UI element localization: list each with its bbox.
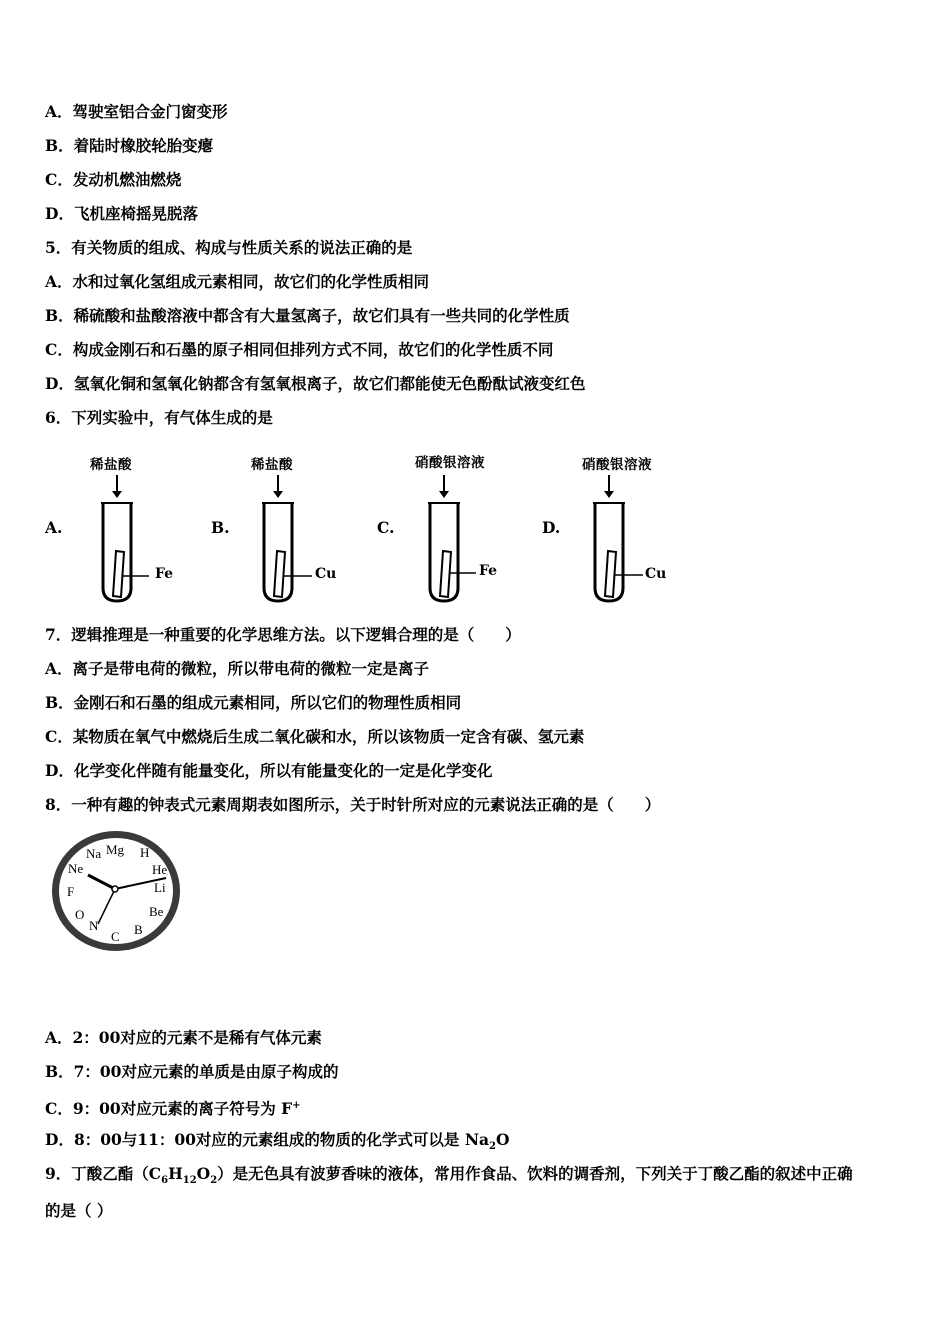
clock-label-10: Ne — [68, 861, 84, 876]
metal-label: Fe — [155, 566, 174, 582]
q9-stem-part1: 9．丁酸乙酯（C — [45, 1164, 162, 1183]
q4-option-d: D．飞机座椅摇晃脱落 — [45, 204, 198, 223]
clock-label-2: He — [152, 862, 168, 877]
q7-option-a: A．离子是带电荷的微粒，所以带电荷的微粒一定是离子 — [45, 659, 430, 678]
metal-label: Cu — [315, 566, 337, 582]
q4-option-b: B．着陆时橡胶轮胎变瘪 — [45, 136, 214, 155]
q8-option-b: B．7：00对应元素的单质是由原子构成的 — [45, 1062, 339, 1081]
clock-label-12: Mg — [106, 842, 125, 857]
clock-label-9: F — [67, 884, 75, 899]
test-tube-icon — [85, 473, 215, 603]
test-tube-icon — [412, 473, 542, 603]
option-letter: D. — [542, 518, 561, 537]
reagent-label: 硝酸银溶液 — [582, 457, 652, 473]
option-letter: A. — [45, 518, 63, 537]
q7-stem: 7．逻辑推理是一种重要的化学思维方法。以下逻辑合理的是（ ） — [45, 625, 521, 644]
subscript: 12 — [182, 1175, 197, 1187]
subscript: 6 — [161, 1175, 169, 1187]
q6-stem: 6．下列实验中，有气体生成的是 — [45, 408, 273, 427]
q5-option-a: A．水和过氧化氢组成元素相同，故它们的化学性质相同 — [45, 272, 430, 291]
q8-option-c — [45, 1096, 300, 1119]
metal-label: Cu — [645, 566, 667, 582]
reagent-label: 稀盐酸 — [90, 457, 132, 473]
option-letter: C. — [377, 518, 395, 537]
test-tube-icon — [246, 473, 376, 603]
q6-option-c-figure — [377, 448, 547, 608]
clock-label-3: Li — [154, 880, 166, 895]
subscript: 2 — [489, 1141, 497, 1153]
q8-option-c-text: C．9：00对应元素的离子符号为 F — [45, 1099, 293, 1119]
clock-label-4: Be — [149, 904, 164, 919]
q4-option-a: A．驾驶室铝合金门窗变形 — [45, 102, 228, 121]
q9-stem-part2: H — [168, 1164, 183, 1183]
q8-option-a: A．2：00对应的元素不是稀有气体元素 — [45, 1028, 322, 1047]
q8-option-d-text: D．8：00与11：00对应的元素组成的物质的化学式可以是 Na — [45, 1130, 490, 1149]
q5-option-c: C．构成金刚石和石墨的原子相同但排列方式不同，故它们的化学性质不同 — [45, 340, 554, 359]
q8-option-d-suffix: O — [496, 1130, 510, 1149]
q8-stem: 8．一种有趣的钟表式元素周期表如图所示，关于时针所对应的元素说法正确的是（ ） — [45, 795, 661, 814]
reagent-label: 稀盐酸 — [251, 457, 293, 473]
clock-label-11: Na — [86, 846, 102, 861]
clock-label-1: H — [140, 845, 150, 860]
reagent-label: 硝酸银溶液 — [415, 455, 485, 471]
q9-stem-part3: O — [196, 1164, 211, 1183]
q8-option-d — [45, 1130, 510, 1157]
q7-option-d: D．化学变化伴随有能量变化，所以有能量变化的一定是化学变化 — [45, 761, 493, 780]
superscript: + — [292, 1100, 301, 1111]
q5-stem: 5．有关物质的组成、构成与性质关系的说法正确的是 — [45, 238, 413, 257]
clock-label-8: O — [75, 907, 85, 922]
clock-label-7: N — [89, 918, 99, 933]
q7-option-b: B．金刚石和石墨的组成元素相同，所以它们的物理性质相同 — [45, 693, 462, 712]
q7-option-c: C．某物质在氧气中燃烧后生成二氧化碳和水，所以该物质一定含有碳、氢元素 — [45, 727, 585, 746]
metal-label: Fe — [479, 563, 498, 579]
q5-option-b: B．稀硫酸和盐酸溶液中都含有大量氢离子，故它们具有一些共同的化学性质 — [45, 306, 570, 325]
element-clock-figure — [48, 826, 184, 956]
q9-stem-line2: 的是（ ） — [45, 1201, 113, 1220]
q9-stem-part4: ）是无色具有波萝香味的液体，常用作食品、饮料的调香剂，下列关于丁酸乙酯的叙述中正确 — [217, 1164, 853, 1183]
q5-option-d: D．氢氧化铜和氢氧化钠都含有氢氧根离子，故它们都能使无色酚酞试液变红色 — [45, 374, 586, 393]
option-letter: B. — [211, 518, 230, 537]
q9-stem — [45, 1164, 853, 1191]
clock-label-6: C — [111, 929, 120, 944]
test-tube-icon — [577, 473, 707, 603]
subscript: 2 — [210, 1175, 218, 1187]
q6-option-d-figure — [542, 448, 712, 608]
q6-option-a-figure — [45, 448, 215, 608]
clock-center — [112, 886, 118, 892]
clock-label-5: B — [134, 922, 143, 937]
q4-option-c: C．发动机燃油燃烧 — [45, 170, 182, 189]
q6-option-b-figure — [211, 448, 381, 608]
